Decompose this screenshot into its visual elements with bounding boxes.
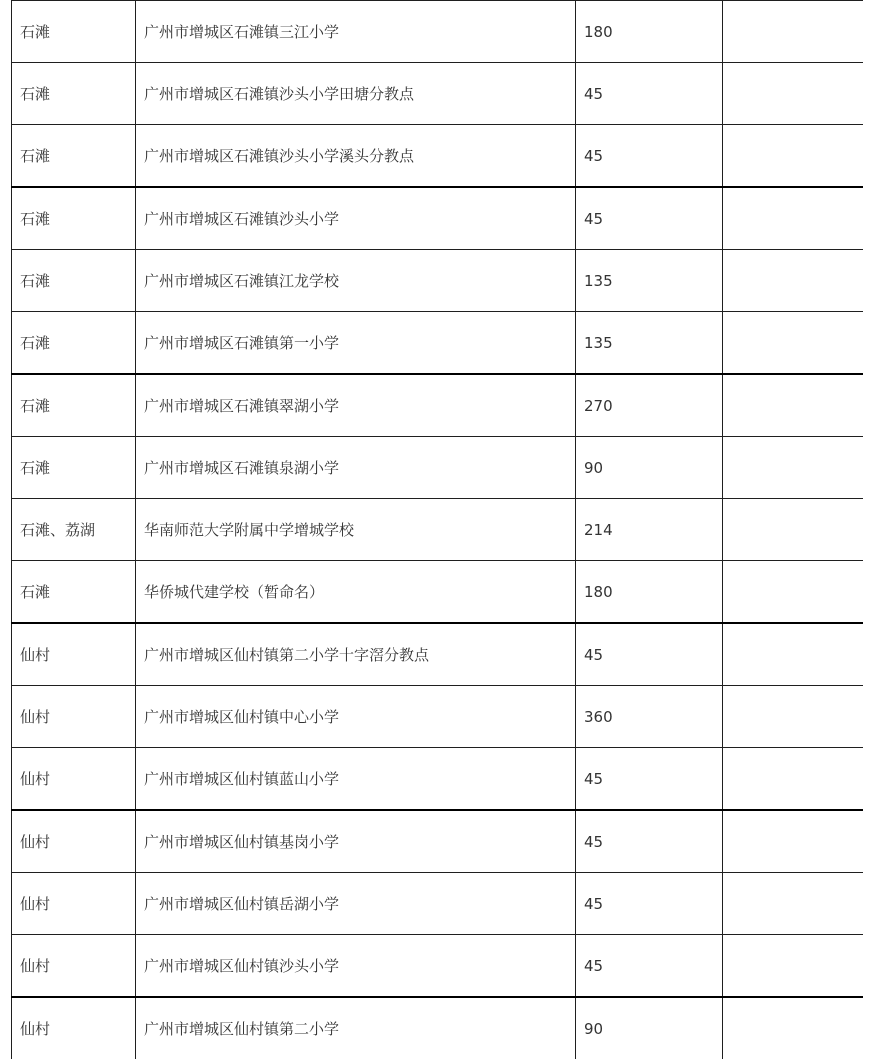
school-name-cell: 广州市增城区仙村镇沙头小学 bbox=[136, 935, 576, 998]
table-row bbox=[12, 686, 864, 748]
table-row bbox=[12, 250, 864, 312]
note-cell bbox=[723, 935, 864, 998]
town-cell: 仙村 bbox=[12, 873, 136, 935]
school-name-cell: 广州市增城区石滩镇沙头小学田塘分教点 bbox=[136, 63, 576, 125]
table-row bbox=[12, 561, 864, 624]
school-name-cell: 广州市增城区仙村镇第二小学十字滘分教点 bbox=[136, 623, 576, 686]
town-cell: 石滩 bbox=[12, 312, 136, 375]
quota-cell: 180 bbox=[576, 561, 723, 624]
school-name-cell: 广州市增城区仙村镇中心小学 bbox=[136, 686, 576, 748]
town-cell: 石滩 bbox=[12, 63, 136, 125]
table-row bbox=[12, 63, 864, 125]
quota-cell: 135 bbox=[576, 250, 723, 312]
note-cell bbox=[723, 437, 864, 499]
note-cell bbox=[723, 187, 864, 250]
school-name-cell: 广州市增城区仙村镇第二小学 bbox=[136, 997, 576, 1059]
note-cell bbox=[723, 312, 864, 375]
town-cell: 石滩 bbox=[12, 125, 136, 188]
table-row bbox=[12, 873, 864, 935]
town-cell: 石滩 bbox=[12, 187, 136, 250]
town-cell: 石滩 bbox=[12, 1, 136, 63]
quota-cell: 45 bbox=[576, 935, 723, 998]
note-cell bbox=[723, 686, 864, 748]
school-name-cell: 广州市增城区石滩镇翠湖小学 bbox=[136, 374, 576, 437]
town-cell: 仙村 bbox=[12, 810, 136, 873]
town-cell: 石滩 bbox=[12, 437, 136, 499]
table-row bbox=[12, 748, 864, 811]
school-name-cell: 广州市增城区仙村镇基岗小学 bbox=[136, 810, 576, 873]
quota-cell: 180 bbox=[576, 1, 723, 63]
quota-cell: 135 bbox=[576, 312, 723, 375]
school-name-cell: 广州市增城区仙村镇蓝山小学 bbox=[136, 748, 576, 811]
quota-cell: 45 bbox=[576, 748, 723, 811]
town-cell: 仙村 bbox=[12, 997, 136, 1059]
town-cell: 仙村 bbox=[12, 686, 136, 748]
table-row bbox=[12, 187, 864, 250]
table-row bbox=[12, 810, 864, 873]
town-cell: 仙村 bbox=[12, 623, 136, 686]
quota-cell: 360 bbox=[576, 686, 723, 748]
quota-cell: 214 bbox=[576, 499, 723, 561]
school-name-cell: 广州市增城区石滩镇沙头小学溪头分教点 bbox=[136, 125, 576, 188]
school-name-cell: 华南师范大学附属中学增城学校 bbox=[136, 499, 576, 561]
town-cell: 仙村 bbox=[12, 935, 136, 998]
school-name-cell: 华侨城代建学校（暂命名） bbox=[136, 561, 576, 624]
school-name-cell: 广州市增城区石滩镇江龙学校 bbox=[136, 250, 576, 312]
quota-cell: 45 bbox=[576, 125, 723, 188]
school-name-cell: 广州市增城区仙村镇岳湖小学 bbox=[136, 873, 576, 935]
table-row bbox=[12, 499, 864, 561]
note-cell bbox=[723, 623, 864, 686]
note-cell bbox=[723, 873, 864, 935]
quota-cell: 90 bbox=[576, 997, 723, 1059]
quota-cell: 90 bbox=[576, 437, 723, 499]
table-row bbox=[12, 997, 864, 1059]
school-name-cell: 广州市增城区石滩镇沙头小学 bbox=[136, 187, 576, 250]
note-cell bbox=[723, 997, 864, 1059]
table-row bbox=[12, 312, 864, 375]
school-name-cell: 广州市增城区石滩镇泉湖小学 bbox=[136, 437, 576, 499]
quota-cell: 270 bbox=[576, 374, 723, 437]
town-cell: 石滩 bbox=[12, 250, 136, 312]
note-cell bbox=[723, 63, 864, 125]
table-row bbox=[12, 125, 864, 188]
town-cell: 石滩、荔湖 bbox=[12, 499, 136, 561]
note-cell bbox=[723, 374, 864, 437]
town-cell: 仙村 bbox=[12, 748, 136, 811]
school-name-cell: 广州市增城区石滩镇三江小学 bbox=[136, 1, 576, 63]
table-row bbox=[12, 935, 864, 998]
note-cell bbox=[723, 810, 864, 873]
school-quota-table-container bbox=[11, 0, 863, 1059]
note-cell bbox=[723, 561, 864, 624]
school-quota-table bbox=[11, 0, 863, 1059]
quota-cell: 45 bbox=[576, 810, 723, 873]
note-cell bbox=[723, 250, 864, 312]
quota-cell: 45 bbox=[576, 873, 723, 935]
note-cell bbox=[723, 499, 864, 561]
note-cell bbox=[723, 1, 864, 63]
quota-cell: 45 bbox=[576, 623, 723, 686]
table-row bbox=[12, 623, 864, 686]
note-cell bbox=[723, 125, 864, 188]
note-cell bbox=[723, 748, 864, 811]
school-name-cell: 广州市增城区石滩镇第一小学 bbox=[136, 312, 576, 375]
table-row bbox=[12, 1, 864, 63]
quota-cell: 45 bbox=[576, 63, 723, 125]
quota-cell: 45 bbox=[576, 187, 723, 250]
town-cell: 石滩 bbox=[12, 561, 136, 624]
town-cell: 石滩 bbox=[12, 374, 136, 437]
table-row bbox=[12, 437, 864, 499]
table-row bbox=[12, 374, 864, 437]
